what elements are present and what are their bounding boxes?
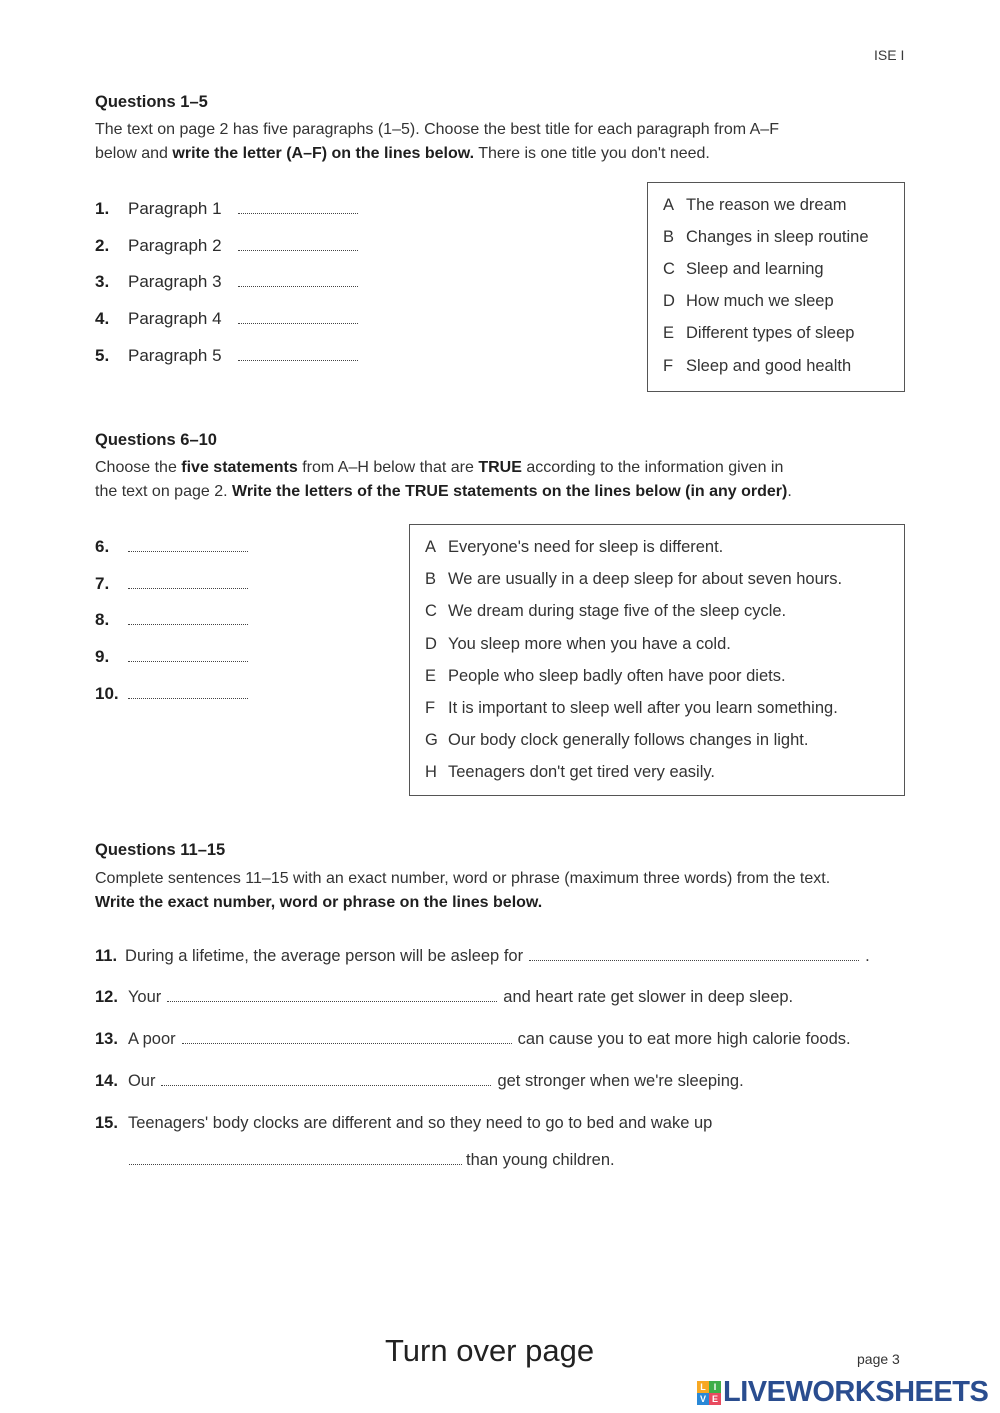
turn-over-label: Turn over page bbox=[385, 1333, 595, 1368]
section2-instructions: Choose the five statements from A–H below that are TRUE according to the information given in the text on page 2. Write the letters of the TRUE statements on the lines below (in any order). bbox=[95, 459, 792, 500]
answer-row-4 bbox=[95, 309, 358, 333]
answer-line-13[interactable] bbox=[182, 1041, 512, 1044]
answer-line-10[interactable] bbox=[128, 696, 248, 699]
answer-row-3 bbox=[95, 272, 358, 296]
title-option: E Different types of sleep bbox=[663, 324, 855, 342]
title-option: A The reason we dream bbox=[663, 196, 847, 214]
sentence-text: During a lifetime, the average person will be asleep for bbox=[125, 947, 524, 965]
statement-option: D You sleep more when you have a cold. bbox=[425, 635, 731, 653]
sentence-text: get stronger when we're sleeping. bbox=[497, 1072, 744, 1090]
section1-title: Questions 1–5 bbox=[95, 93, 208, 111]
sentence-text: Teenagers' body clocks are different and so they need to go to bed and wake up bbox=[127, 1114, 713, 1132]
answer-number: 3. bbox=[95, 272, 110, 291]
answer-row-6 bbox=[95, 537, 248, 561]
answer-number: 2. bbox=[95, 236, 110, 255]
answer-line-2[interactable] bbox=[238, 248, 358, 251]
liveworksheets-logo-icon: L I V E bbox=[697, 1381, 721, 1405]
liveworksheets-logo bbox=[697, 1376, 988, 1409]
sentence-14 bbox=[95, 1072, 744, 1091]
answer-row-5 bbox=[95, 346, 358, 370]
statement-option: H Teenagers don't get tired very easily. bbox=[425, 763, 715, 781]
answer-line-11[interactable] bbox=[529, 958, 859, 961]
answer-row-10 bbox=[95, 684, 248, 708]
statement-option: C We dream during stage five of the sleep cycle. bbox=[425, 602, 787, 620]
answer-number: 1. bbox=[95, 199, 110, 218]
answer-line-12[interactable] bbox=[167, 999, 497, 1002]
sentence-number: 15. bbox=[95, 1114, 118, 1132]
sentence-text: than young children. bbox=[466, 1151, 615, 1169]
header-tag: ISE I bbox=[874, 47, 905, 63]
sentence-15 bbox=[95, 1114, 712, 1133]
answer-line-5[interactable] bbox=[238, 358, 358, 361]
sentence-text: Our bbox=[127, 1072, 156, 1090]
title-option: C Sleep and learning bbox=[663, 260, 824, 278]
answer-line-1[interactable] bbox=[238, 211, 358, 214]
answer-row-8 bbox=[95, 610, 248, 634]
answer-row-9 bbox=[95, 647, 248, 671]
statement-option: G Our body clock generally follows changes in light. bbox=[425, 731, 809, 749]
answer-number: 5. bbox=[95, 346, 110, 365]
sentence-number: 13. bbox=[95, 1030, 118, 1048]
titles-box bbox=[647, 182, 905, 392]
section3-instructions: Complete sentences 11–15 with an exact number, word or phrase (maximum three words) from the text. Write the exact number, word or phrase on the lines below. bbox=[95, 870, 831, 911]
sentence-11 bbox=[95, 947, 870, 966]
sentence-text: . bbox=[865, 947, 870, 965]
paragraph-label: Paragraph 4 bbox=[128, 309, 222, 328]
section1-instructions: The text on page 2 has five paragraphs (1–5). Choose the best title for each paragraph from A–F below and write the letter (A–F) on the lines below. There is one title you don't need. bbox=[95, 121, 779, 162]
answer-number: 7. bbox=[95, 574, 110, 593]
answer-number: 9. bbox=[95, 647, 110, 666]
answer-row-7 bbox=[95, 574, 248, 598]
sentence-text: and heart rate get slower in deep sleep. bbox=[503, 988, 794, 1006]
answer-line-9[interactable] bbox=[128, 659, 248, 662]
answer-line-4[interactable] bbox=[238, 321, 358, 324]
sentence-15-continued bbox=[129, 1151, 615, 1170]
sentence-text: can cause you to eat more high calorie foods. bbox=[517, 1030, 851, 1048]
sentence-text: Your bbox=[127, 988, 162, 1006]
answer-number: 10. bbox=[95, 684, 119, 703]
sentence-number: 14. bbox=[95, 1072, 118, 1090]
answer-number: 6. bbox=[95, 537, 110, 556]
sentence-number: 11. bbox=[95, 947, 118, 965]
answer-line-8[interactable] bbox=[128, 622, 248, 625]
paragraph-label: Paragraph 1 bbox=[128, 199, 222, 218]
title-option: D How much we sleep bbox=[663, 292, 834, 310]
answer-line-6[interactable] bbox=[128, 549, 248, 552]
sentence-number: 12. bbox=[95, 988, 118, 1006]
paragraph-label: Paragraph 2 bbox=[128, 236, 222, 255]
statement-option: F It is important to sleep well after you learn something. bbox=[425, 699, 838, 717]
brand-name: LIVEWORKSHEETS bbox=[723, 1376, 989, 1408]
statement-option: A Everyone's need for sleep is different. bbox=[425, 538, 724, 556]
paragraph-label: Paragraph 3 bbox=[128, 272, 222, 291]
answer-line-3[interactable] bbox=[238, 284, 358, 287]
statement-option: B We are usually in a deep sleep for about seven hours. bbox=[425, 570, 843, 588]
sentence-12 bbox=[95, 988, 793, 1007]
page-number: page 3 bbox=[857, 1351, 900, 1367]
title-option: B Changes in sleep routine bbox=[663, 228, 869, 246]
answer-row-2 bbox=[95, 236, 358, 260]
section3-title: Questions 11–15 bbox=[95, 841, 226, 859]
statements-box bbox=[409, 524, 905, 796]
answer-line-14[interactable] bbox=[161, 1083, 491, 1086]
answer-line-7[interactable] bbox=[128, 586, 248, 589]
answer-line-15[interactable] bbox=[129, 1162, 462, 1165]
title-option: F Sleep and good health bbox=[663, 357, 852, 375]
paragraph-label: Paragraph 5 bbox=[128, 346, 222, 365]
sentence-text: A poor bbox=[127, 1030, 176, 1048]
sentence-13 bbox=[95, 1030, 851, 1049]
section2-title: Questions 6–10 bbox=[95, 431, 217, 449]
answer-number: 4. bbox=[95, 309, 110, 328]
answer-number: 8. bbox=[95, 610, 110, 629]
answer-row-1 bbox=[95, 199, 358, 223]
statement-option: E People who sleep badly often have poor diets. bbox=[425, 667, 786, 685]
